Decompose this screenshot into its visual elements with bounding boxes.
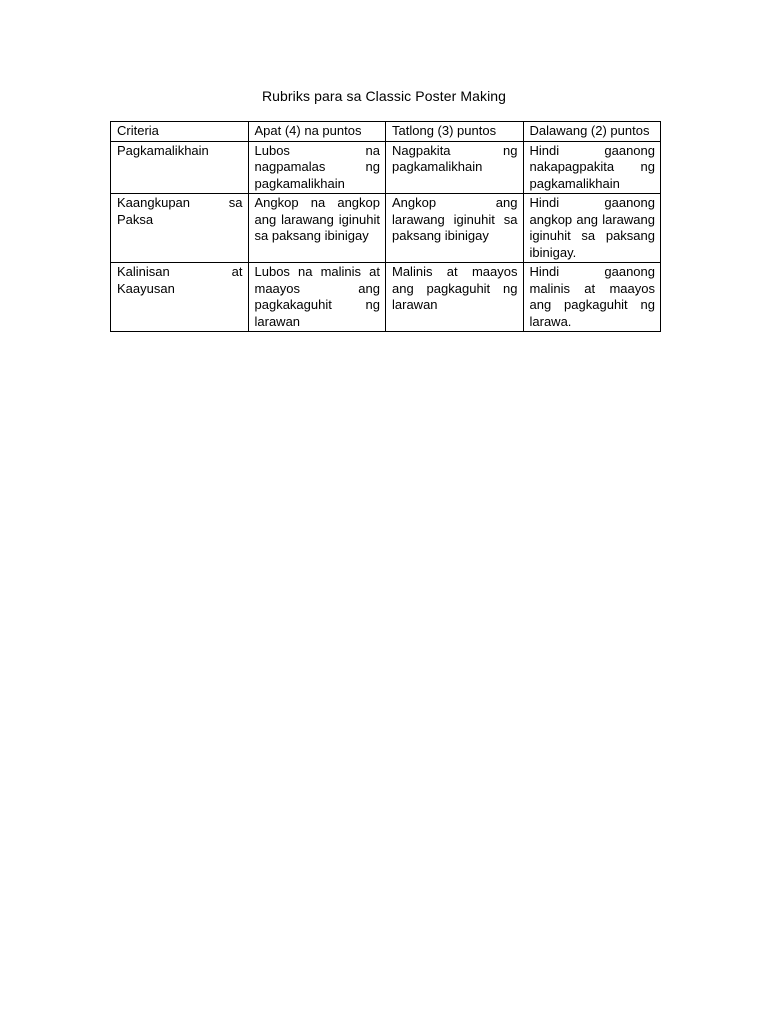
rubric-cell: Hindi gaanong malinis at maayos ang pagkaguhit ng larawa. bbox=[523, 263, 661, 332]
rubric-cell: Nagpakita ng pagkamalikhain bbox=[386, 141, 524, 194]
rubric-cell: Malinis at maayos ang pagkaguhit ng larawan bbox=[386, 263, 524, 332]
rubric-cell: Hindi gaanong nakapagpakita ng pagkamalikhain bbox=[523, 141, 661, 194]
criterion-cell: Kaangkupan sa Paksa bbox=[111, 194, 249, 263]
table-row bbox=[111, 263, 661, 332]
table-row bbox=[111, 141, 661, 194]
header-two-points: Dalawang (2) puntos bbox=[523, 122, 661, 142]
header-four-points: Apat (4) na puntos bbox=[248, 122, 386, 142]
header-criteria: Criteria bbox=[111, 122, 249, 142]
table-header-row bbox=[111, 122, 661, 142]
criterion-cell: Pagkamalikhain bbox=[111, 141, 249, 194]
table-row bbox=[111, 194, 661, 263]
rubric-cell: Lubos na malinis at maayos ang pagkakaguhit ng larawan bbox=[248, 263, 386, 332]
rubric-cell: Angkop ang larawang iginuhit sa paksang ibinigay bbox=[386, 194, 524, 263]
criterion-cell: Kalinisan at Kaayusan bbox=[111, 263, 249, 332]
rubric-cell: Lubos na nagpamalas ng pagkamalikhain bbox=[248, 141, 386, 194]
rubric-table bbox=[110, 121, 661, 332]
rubric-cell: Hindi gaanong angkop ang larawang iginuhit sa paksang ibinigay. bbox=[523, 194, 661, 263]
rubric-cell: Angkop na angkop ang larawang iginuhit sa paksang ibinigay bbox=[248, 194, 386, 263]
page-title: Rubriks para sa Classic Poster Making bbox=[261, 88, 507, 104]
header-three-points: Tatlong (3) puntos bbox=[386, 122, 524, 142]
